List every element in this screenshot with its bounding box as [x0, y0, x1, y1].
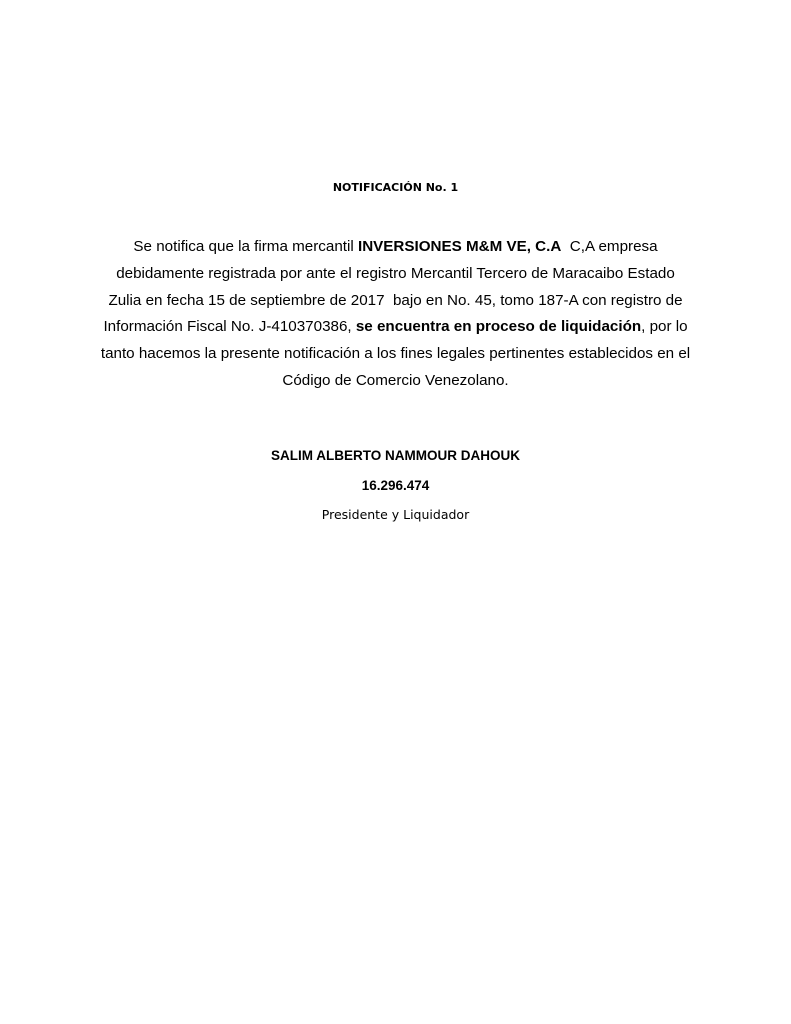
body-line-4: [80, 314, 711, 341]
notification-title: NOTIFICACIÓN No. 1: [332, 181, 459, 194]
body-line-1: [80, 234, 711, 261]
body-line-3: Zulia en fecha 15 de septiembre de 2017 bajo en No. 45, tomo 187-A con registro de: [108, 291, 683, 309]
signer-name: SALIM ALBERTO NAMMOUR DAHOUK: [271, 448, 520, 463]
body-line-6: Código de Comercio Venezolano.: [282, 371, 509, 389]
body-line-5: tanto hacemos la presente notificación a los fines legales pertinentes establecidos en el: [100, 345, 691, 363]
body-line-1-end: C,A empresa: [561, 238, 658, 255]
signer-id-number: 16.296.474: [361, 478, 430, 493]
body-line-2: debidamente registrada por ante el registro Mercantil Tercero de Maracaibo Estado: [116, 264, 675, 282]
signer-role: Presidente y Liquidador: [321, 507, 470, 522]
body-line-4-start: Información Fiscal No. J-410370386,: [103, 318, 356, 336]
notification-body: [80, 234, 711, 395]
body-line-4-end: , por lo: [641, 318, 688, 336]
body-line-1-start: Se notifica que la firma mercantil: [133, 238, 358, 255]
company-name: INVERSIONES M&M VE, C.A: [357, 238, 562, 255]
liquidation-status: se encuentra en proceso de liquidación: [355, 318, 642, 336]
